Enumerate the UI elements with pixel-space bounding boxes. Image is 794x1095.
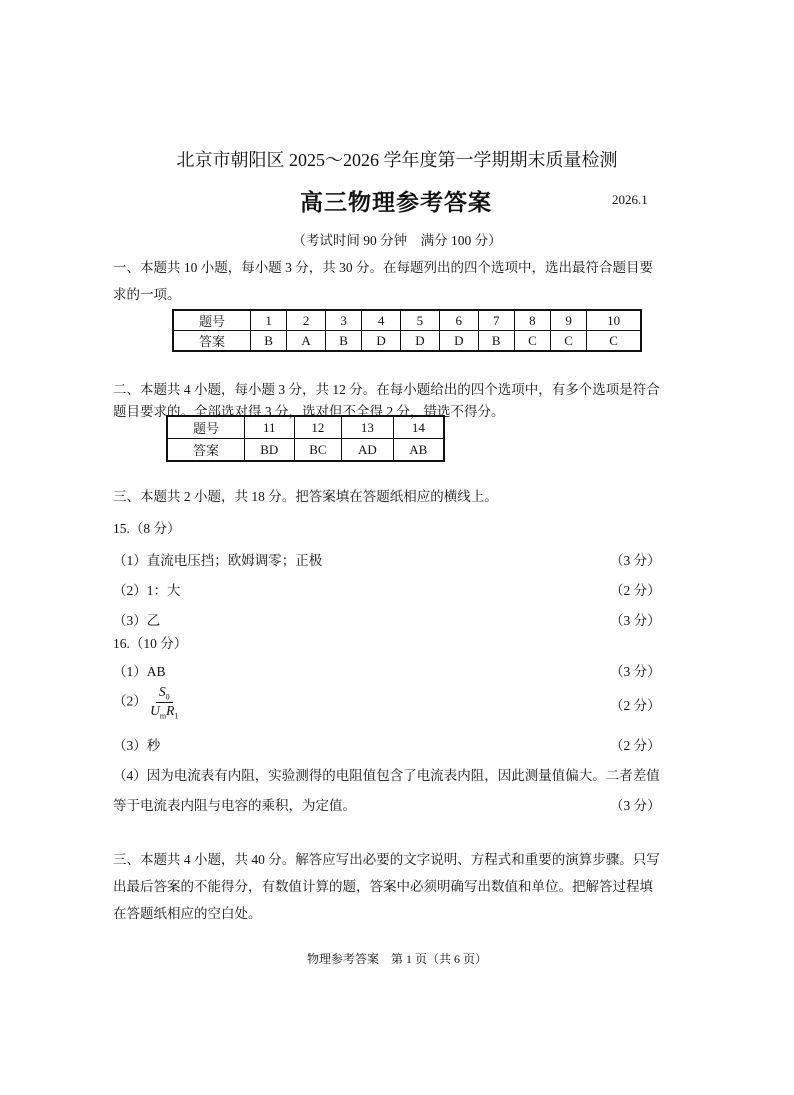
q16-score-4: （3 分）: [610, 798, 661, 813]
exam-info: （考试时间 90 分钟 满分 100 分）: [292, 233, 502, 248]
answer-cell: C: [551, 331, 587, 352]
question-number: 8: [514, 310, 550, 331]
section4-intro: 三、本题共 4 小题，共 40 分。解答应写出必要的文字说明、方程式和重要的演算步骤。只写: [113, 852, 660, 867]
answer-table-1: [172, 309, 642, 352]
section1-intro-2: 求的一项。: [113, 287, 181, 302]
q16-item-4-line2: 等于电流表内阻与电容的乘积，为定值。: [113, 798, 356, 813]
formula-fraction: [150, 684, 178, 720]
q16-score-3: （2 分）: [610, 738, 661, 753]
question-number: 4: [362, 310, 401, 331]
denominator-r-sub: 1: [174, 711, 179, 721]
q16-item-2: [113, 684, 178, 720]
q16-score-1: （3 分）: [610, 664, 661, 679]
question-number: 13: [342, 416, 393, 439]
question-number: 12: [294, 416, 342, 439]
numerator: S: [158, 684, 166, 699]
section2-intro: 二、本题共 4 小题，每小题 3 分，共 12 分。在每小题给出的四个选项中，有多个选项是符合: [113, 382, 660, 397]
question-number: 1: [251, 310, 287, 331]
doc-title: 北京市朝阳区 2025～2026 学年度第一学期期末质量检测: [176, 150, 618, 170]
numerator-sub: 0: [165, 692, 170, 702]
answer-cell: BC: [294, 439, 342, 462]
doc-subtitle: 高三物理参考答案: [300, 190, 492, 215]
section4-intro-2: 出最后答案的不能得分，有数值计算的题，答案中必须明确写出数值和单位。把解答过程填: [113, 879, 653, 894]
section3-intro: 三、本题共 2 小题，共 18 分。把答案填在答题纸相应的横线上。: [113, 489, 498, 504]
q15-head: 15.（8 分）: [113, 521, 181, 536]
answer-cell: D: [362, 331, 401, 352]
section1-intro: 一、本题共 10 小题，每小题 3 分，共 30 分。在每题列出的四个选项中，选出最符合题目要: [113, 260, 653, 275]
answer-cell: AB: [393, 439, 444, 462]
q15-item-2: （2）1：大: [113, 583, 181, 598]
q15-score-1: （3 分）: [610, 553, 661, 568]
q15-score-3: （3 分）: [610, 613, 661, 628]
q16-item-1: （1）AB: [113, 664, 166, 679]
doc-date: 2026.1: [612, 192, 648, 207]
denominator-u: U: [150, 702, 160, 718]
answer-cell: D: [401, 331, 440, 352]
answer-cell: C: [514, 331, 550, 352]
answer-cell: A: [287, 331, 326, 352]
denominator-r: R: [166, 702, 175, 718]
item-label: （2）: [113, 693, 147, 709]
answer-cell: B: [326, 331, 362, 352]
question-number: 3: [326, 310, 362, 331]
q15-item-1: （1）直流电压挡；欧姆调零；正极: [113, 553, 323, 568]
question-number: 10: [587, 310, 641, 331]
question-number: 9: [551, 310, 587, 331]
section4-intro-3: 在答题纸相应的空白处。: [113, 906, 262, 921]
row-label: 题号: [173, 310, 251, 331]
q16-head: 16.（10 分）: [113, 636, 188, 651]
question-number: 11: [245, 416, 295, 439]
question-number: 7: [478, 310, 514, 331]
question-number: 2: [287, 310, 326, 331]
question-number: 6: [439, 310, 478, 331]
answer-cell: AD: [342, 439, 393, 462]
answer-cell: C: [587, 331, 641, 352]
answer-cell: B: [251, 331, 287, 352]
answer-cell: D: [439, 331, 478, 352]
row-label: 题号: [167, 416, 245, 439]
page-footer: 物理参考答案 第 1 页（共 6 页）: [306, 952, 487, 966]
row-label: 答案: [167, 439, 245, 462]
q16-item-4: （4）因为电流表有内阻，实验测得的电阻值包含了电流表内阻，因此测量值偏大。二者差值: [113, 768, 660, 783]
q16-score-2: （2 分）: [610, 698, 661, 713]
q16-item-3: （3）秒: [113, 738, 161, 753]
question-number: 5: [401, 310, 440, 331]
answer-table-2: [166, 415, 445, 462]
row-label: 答案: [173, 331, 251, 352]
question-number: 14: [393, 416, 444, 439]
q15-score-2: （2 分）: [610, 583, 661, 598]
answer-cell: B: [478, 331, 514, 352]
section2-intro-2: 题目要求的。全部选对得 3 分，选对但不全得 2 分，错选不得分。: [113, 404, 505, 419]
q15-item-3: （3）乙: [113, 613, 161, 628]
denominator-u-sub: m: [159, 711, 167, 721]
answer-cell: BD: [245, 439, 295, 462]
